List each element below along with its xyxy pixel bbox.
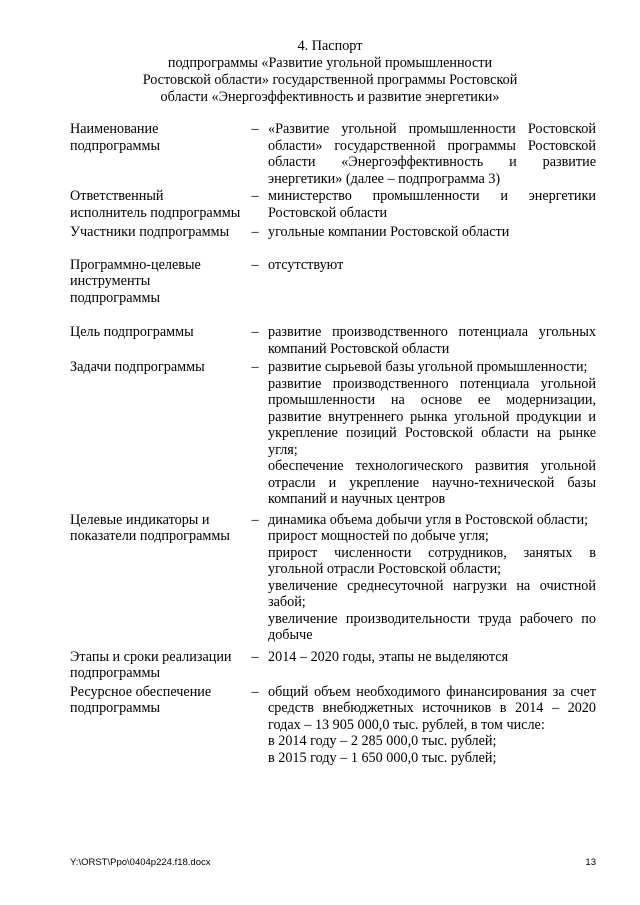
- row-value-paragraph: в 2015 году – 1 650 000,0 тыс. рублей;: [268, 749, 497, 766]
- row-value-paragraph: угольные компании Ростовской области: [268, 224, 510, 240]
- row-value-paragraph: 2014 – 2020 годы, этапы не выделяются: [268, 648, 509, 665]
- row-label: Ответственный исполнитель подпрограммы: [70, 188, 241, 221]
- row-value-paragraph: прирост численности сотрудников, занятых в угольной отрасли Ростовской области;: [268, 544, 596, 577]
- row-separator: –: [251, 359, 259, 375]
- row-value: [268, 684, 596, 767]
- row-value-paragraph: развитие производственного потенциала угольных компаний Ростовской области: [268, 324, 596, 357]
- row-value-paragraph: развитие производственного потенциала угольной промышленности на основе ее модернизации, развитие внутреннего рынка угольной продукции и укрепление позиций Ростовской области на рынке угля;: [268, 375, 596, 458]
- passport-row: [70, 512, 596, 644]
- footer-file-path: Y:\ORST\Ppo\0404p224.f18.docx: [70, 857, 211, 868]
- row-separator: –: [251, 511, 259, 528]
- row-separator: –: [251, 224, 259, 240]
- row-value-paragraph: в 2014 году – 2 285 000,0 тыс. рублей;: [268, 733, 497, 749]
- row-label: Программно-целевые инструменты подпрограммы: [70, 256, 201, 306]
- row-value: [268, 512, 596, 644]
- row-separator: –: [251, 324, 259, 340]
- title-line-2: подпрограммы «Развитие угольной промышленности: [167, 55, 493, 71]
- row-value: [268, 188, 596, 221]
- row-value-paragraph: общий объем необходимого финансирования за счет средств внебюджетных источников в 2014 – 2020 годах – 13 905 000,0 тыс. рублей, в том числе:: [268, 683, 596, 733]
- row-value-paragraph: отсутствуют: [268, 256, 344, 273]
- footer-page-number: 13: [585, 857, 596, 868]
- passport-title: [60, 38, 600, 106]
- passport-row: [70, 684, 596, 767]
- row-value: [268, 224, 596, 241]
- row-label: Этапы и сроки реализации подпрограммы: [70, 648, 232, 681]
- row-label: Задачи подпрограммы: [70, 359, 205, 375]
- row-label: Наименование подпрограммы: [70, 121, 160, 154]
- row-label: Ресурсное обеспечение подпрограммы: [70, 683, 212, 716]
- title-line-4: области «Энергоэффективность и развитие энергетики»: [160, 89, 500, 105]
- row-value-paragraph: увеличение производительности труда рабочего по добыче: [268, 610, 596, 643]
- row-separator: –: [251, 121, 259, 137]
- passport-row: [70, 359, 596, 508]
- passport-row: [70, 188, 596, 221]
- row-value-paragraph: прирост мощностей по добыче угля;: [268, 528, 489, 544]
- passport-row: [70, 224, 596, 241]
- row-value-paragraph: развитие сырьевой базы угольной промышленности;: [268, 359, 588, 375]
- row-value: [268, 649, 596, 666]
- row-label: Целевые индикаторы и показатели подпрограммы: [70, 511, 230, 544]
- passport-table: [70, 121, 596, 766]
- title-line-1: 4. Паспорт: [297, 38, 363, 54]
- row-value: [268, 359, 596, 508]
- passport-row: [70, 324, 596, 357]
- row-value-paragraph: министерство промышленности и энергетики Ростовской области: [268, 188, 596, 221]
- row-separator: –: [251, 648, 259, 665]
- passport-row: [70, 257, 596, 307]
- row-value-paragraph: «Развитие угольной промышленности Ростовской области» государственной программы Ростовской области «Энергоэффективность и развитие энергетики» (далее – подпрограмма 3): [268, 121, 596, 187]
- row-value-paragraph: обеспечение технологического развития угольной отрасли и укрепление научно-технической базы компаний и научных центров: [268, 458, 596, 507]
- title-line-3: Ростовской области» государственной программы Ростовской: [142, 72, 518, 88]
- row-separator: –: [251, 683, 259, 700]
- row-value-paragraph: динамика объема добычи угля в Ростовской области;: [268, 511, 589, 528]
- row-separator: –: [251, 256, 259, 273]
- passport-row: [70, 649, 596, 682]
- row-label: Цель подпрограммы: [70, 324, 194, 340]
- row-value: [268, 121, 596, 187]
- row-value: [268, 324, 596, 357]
- passport-row: [70, 121, 596, 187]
- row-value: [268, 257, 596, 274]
- row-separator: –: [251, 188, 259, 204]
- row-label: Участники подпрограммы: [70, 224, 230, 240]
- row-value-paragraph: увеличение среднесуточной нагрузки на очистной забой;: [268, 577, 596, 610]
